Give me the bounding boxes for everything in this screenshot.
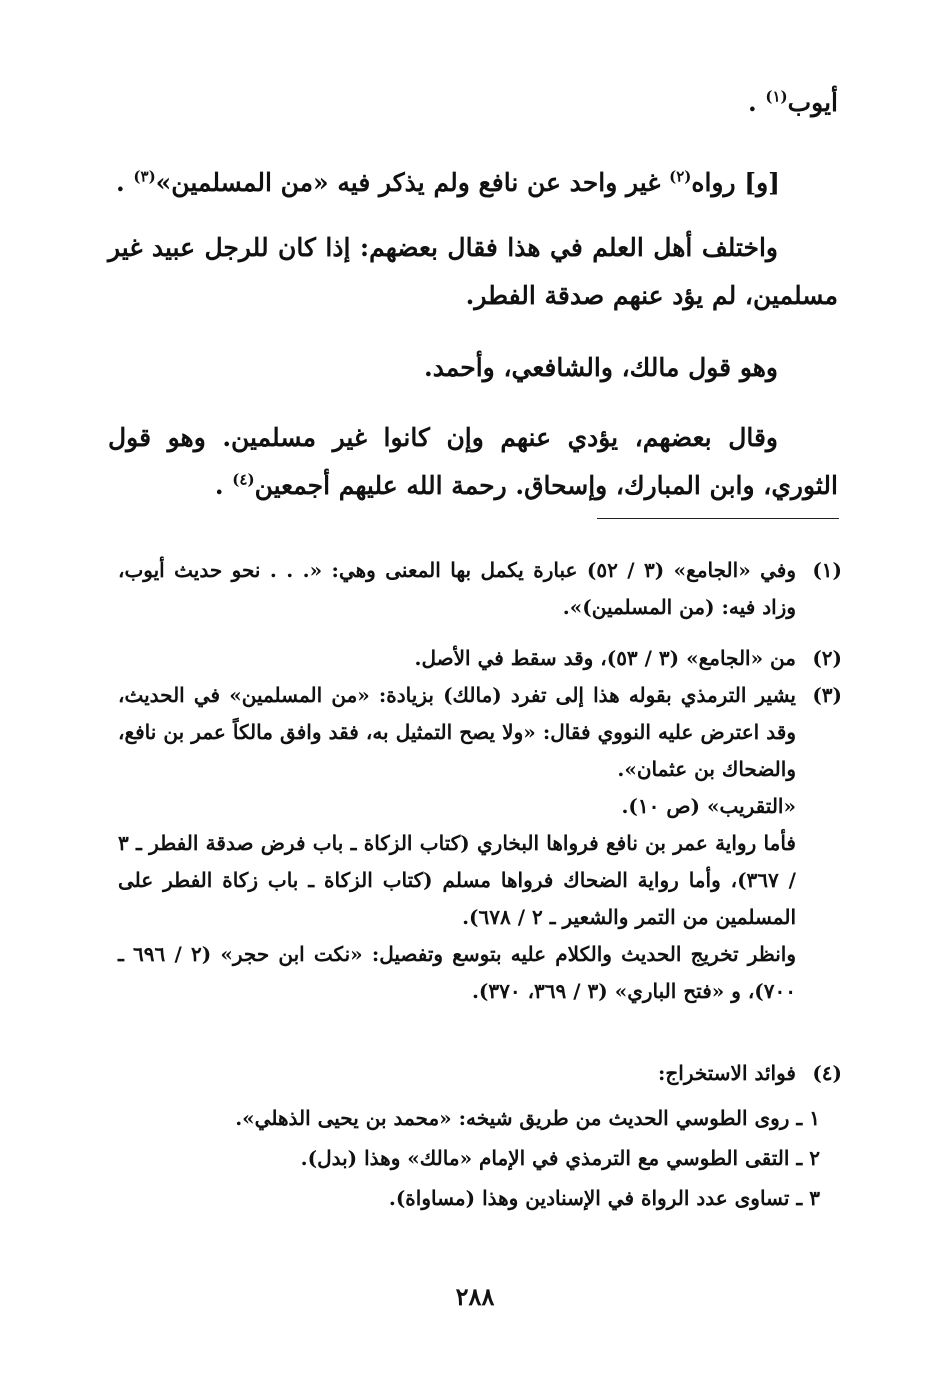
line-ayyub: [108, 86, 838, 120]
footnote-2-text: من «الجامع» (٣ / ٥٣)، وقد سقط في الأصل.: [414, 646, 796, 670]
rawahu-rest: غير واحد عن نافع ولم يذكر فيه «من المسلمين»: [155, 168, 670, 197]
footnote-3-paragraph-3: وانظر تخريج الحديث والكلام عليه بتوسع وتفصيل: «نكت ابن حجر» (٢ / ٦٩٦ ـ ٧٠٠)، و «فتح الباري» (٣ / ٣٦٩، ٣٧٠).: [118, 942, 796, 1003]
footnote-4: [118, 1055, 842, 1092]
benefit-2: ٢ ـ التقى الطوسي مع الترمذي في الإمام «مالك» وهذا (بدل).: [300, 1146, 820, 1170]
footnote-ref-3[interactable]: (٣): [133, 167, 156, 186]
footnote-3-text: يشير الترمذي بقوله هذا إلى تفرد (مالك) بزيادة: «من المسلمين» في الحديث، وقد اعترض عليه النووي فقال: «ولا يصح التمثيل به، فقد وافق مالكاً عمر بن نافع، والضحاك بن عثمان».: [118, 683, 796, 781]
qala-text: وقال بعضهم، يؤدي عنهم وإن كانوا غير مسلمين. وهو قول الثوري، وابن المبارك، وإسحاق. رحمة الله عليهم أجمعين: [108, 423, 838, 500]
footnote-3: [118, 677, 842, 1010]
footnote-2: [118, 640, 842, 677]
footnote-1: [118, 552, 842, 626]
footnote-ref-1[interactable]: (١): [765, 87, 788, 106]
footnote-3-paragraph-2: فأما رواية عمر بن نافع فرواها البخاري (كتاب الزكاة ـ باب فرض صدقة الفطر ـ ٣ / ٣٦٧)، وأما رواية الضحاك فرواها مسلم (كتاب الزكاة ـ باب زكاة الفطر على المسلمين من التمر والشعير ـ ٢ / ٦٧٨).: [118, 831, 796, 929]
footnote-4-title: فوائد الاستخراج:: [657, 1061, 796, 1085]
rawahu-end: .: [115, 168, 134, 197]
footnote-1-text: وفي «الجامع» (٣ / ٥٢) عبارة يكمل بها المعنى وهي: «. . . نحو حديث أيوب، وزاد فيه: (من المسلمين)».: [118, 558, 797, 619]
footnote-4-number: (٤): [812, 1061, 842, 1085]
footnote-3-number: (٣): [812, 683, 842, 707]
ayyub-word: أيوب: [787, 88, 838, 117]
paragraph-rawahu: [108, 166, 780, 200]
benefit-1: ١ ـ روى الطوسي الحديث من طريق شيخه: «محمد بن يحيى الذهلي».: [235, 1106, 820, 1130]
footnote-ref-4[interactable]: (٤): [232, 470, 255, 489]
page-number: ٢٨٨: [455, 1282, 495, 1311]
qala-end: .: [214, 471, 233, 500]
footnote-2-number: (٢): [812, 646, 842, 670]
paragraph-qala-badhuhum: [108, 414, 838, 510]
paragraph-qawl-malik: وهو قول مالك، والشافعي، وأحمد.: [423, 353, 778, 382]
footnote-ref-2[interactable]: (٢): [669, 167, 692, 186]
ayyub-end: .: [747, 88, 766, 117]
footnote-3-reference: «التقريب» (ص ١٠).: [621, 794, 796, 818]
rawahu-start: [و] رواه: [691, 168, 780, 197]
footnote-1-number: (١): [812, 558, 842, 582]
paragraph-ikhtilaf: واختلف أهل العلم في هذا فقال بعضهم: إذا كان للرجل عبيد غير مسلمين، لم يؤد عنهم صدقة الفطر.: [108, 233, 838, 310]
footnote-separator: [597, 518, 839, 519]
benefit-3: ٣ ـ تساوى عدد الرواة في الإسنادين وهذا (مساواة).: [388, 1186, 820, 1210]
